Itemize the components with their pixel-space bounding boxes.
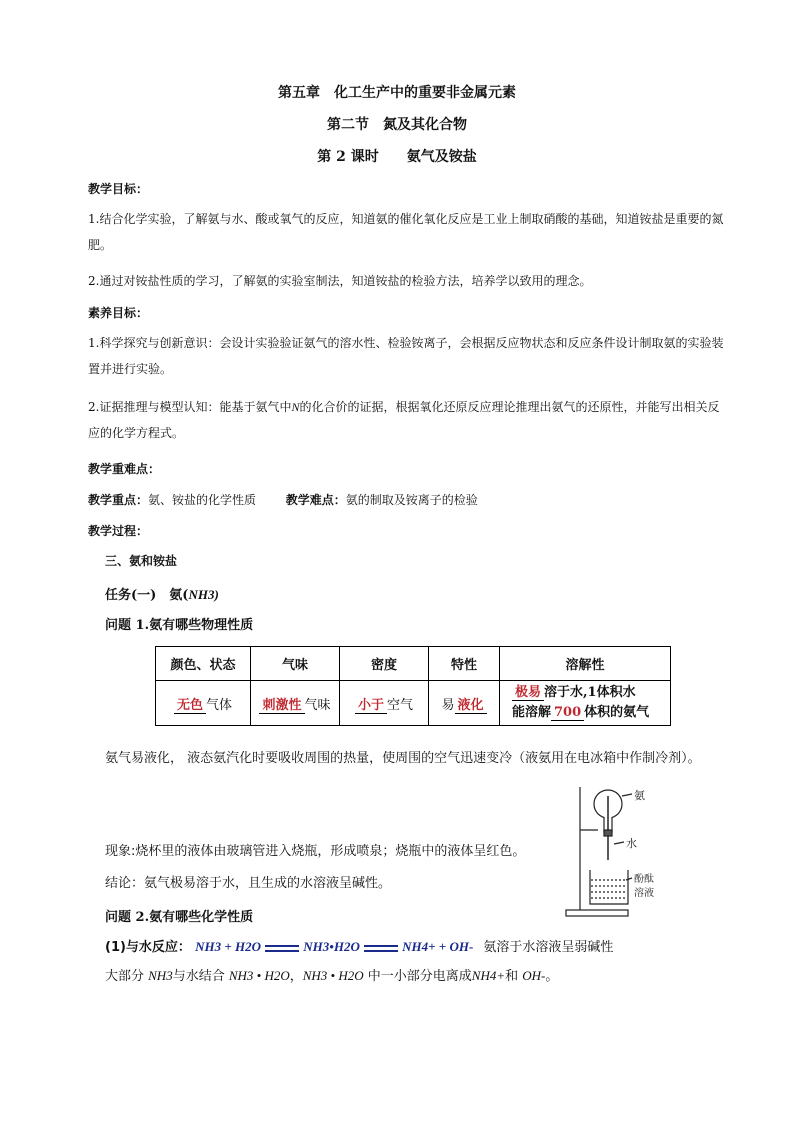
chapter-title: 第五章 化工生产中的重要非金属元素 [278,85,516,101]
header-color-state: 颜色、状态 [156,647,251,681]
section-title: 第二节 氮及其化合物 [327,117,467,133]
equilibrium-arrow-2 [364,943,398,953]
label-water: 水 [626,837,637,850]
literacy-goal-1: 1.科学探究与创新意识：会设计实验验证氨气的溶水性、检验铵离子，会根据反应物状态和反应条件设计制取氨的实验装置并进行实验。 [88,336,724,376]
label-ammonia: 氨 [634,789,645,802]
question-2: 问题 2.氨有哪些化学性质 [105,910,254,925]
key-difficult-heading: 教学重难点： [88,462,161,476]
goal-2: 2.通过对铵盐性质的学习，了解氨的实验室制法，知道铵盐的检验方法，培养学以致用的理念。 [88,274,592,288]
header-density: 密度 [340,647,429,681]
cell-property: 易 液化 [429,681,500,726]
literacy-goals-heading: 素养目标： [88,306,149,320]
literacy-goal-2: 2.证据推理与模型认知：能基于氨气中N的化合价的证据，根据氧化还原反应理论推理出氨气的还原性，并能写出相关反应的化学方程式。 [88,400,720,440]
teaching-goals-heading: 教学目标： [88,182,149,196]
key-points-line: 教学重点：氨、铵盐的化学性质 教学难点：氨的制取及铵离子的检验 [88,493,478,507]
header-solubility: 溶解性 [500,647,671,681]
liquefaction-paragraph: 氨气易液化， 液态氨汽化时要吸收周围的热量，使周围的空气迅速变冷（液氨用在电冰箱中作制冷剂）。 [105,751,701,766]
teaching-process-heading: 教学过程： [88,524,149,538]
stopper [604,830,612,836]
label-solution: 溶液 [634,888,654,899]
fountain-experiment-diagram [560,782,675,920]
reaction-with-water: (1)与水反应： NH3 + H2O NH3•H2O NH4+ + OH- 氨溶于水溶液呈弱碱性 [105,939,614,955]
label-phenolphthalein: 酚酞 [634,874,654,885]
equilibrium-arrow [265,943,299,953]
table-row [156,681,671,726]
beaker [590,870,628,904]
cell-color-state: 无色 气体 [156,681,251,726]
table-header-row [156,647,671,681]
task-heading: 任务(一) 氨(NH3) [105,587,219,603]
lesson-title: 第 2 课时 氨气及铵盐 [317,149,477,165]
goal-1: 1.结合化学实验，了解氨与水、酸或氧气的反应，知道氨的催化氧化反应是工业上制取硝酸的基础，知道铵盐是重要的氮肥。 [88,212,724,252]
question-1: 问题 1.氨有哪些物理性质 [105,618,254,633]
stand-base [566,910,628,916]
phenomenon-line: 现象:烧杯里的液体由玻璃管进入烧瓶，形成喷泉；烧瓶中的液体呈红色。 [105,844,526,859]
header-property: 特性 [429,647,500,681]
ionization-line: 大部分 NH3与水结合 NH3 • H2O，NH3 • H2O 中一小部分电离成NH4+和 OH-。 [105,968,559,984]
cell-density: 小于 空气 [340,681,429,726]
conclusion-line: 结论：氨气极易溶于水，且生成的水溶液呈碱性。 [105,876,392,891]
header-odor: 气味 [251,647,340,681]
section-ammonia-heading: 三、氨和铵盐 [105,554,178,568]
cell-odor: 刺激性 气味 [251,681,340,726]
cell-solubility: 极易 溶于水,1体积水 能溶解 700 体积的氨气 [500,681,671,726]
physical-properties-table [155,646,671,726]
